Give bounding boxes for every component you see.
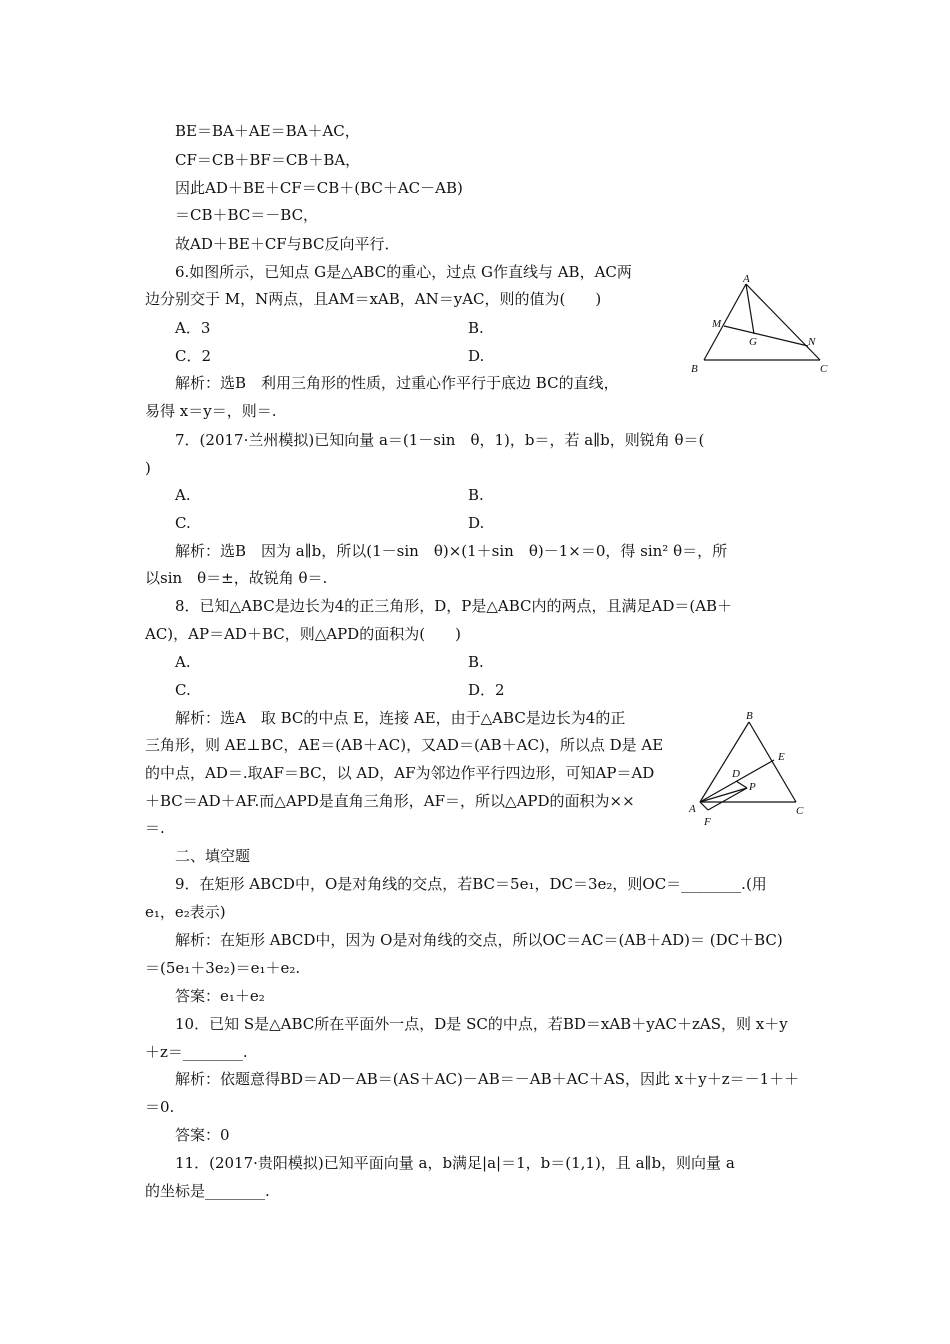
label-b: B [746, 710, 753, 722]
label-c: C [820, 363, 828, 375]
solution-text: ＋BC＝AD＋AF.而△APD是直角三角形，AF＝，所以△APD的面积为×× [145, 792, 635, 810]
label-f: F [704, 816, 711, 828]
solution-text: 的中点，AD＝.取AF＝BC，以 AD，AF为邻边作平行四边形，可知AP＝AD [145, 764, 655, 782]
solution-text: ＝(5e₁＋3e₂)＝e₁＋e₂. [145, 959, 301, 977]
option-a: A. [175, 653, 191, 671]
label-m: M [712, 318, 722, 330]
question-7-text: 7．(2017·兰州模拟)已知向量 a＝(1－sin θ，1)，b＝，若 a∥b，则锐角 θ＝( [175, 431, 705, 449]
question-11-text: 的坐标是________. [145, 1182, 270, 1200]
solution-text: 三角形，则 AE⊥BC，AE＝(AB＋AC)，又AD＝(AB＋AC)，所以点 D是 AE [145, 736, 664, 754]
label-n: N [808, 336, 816, 348]
text-line: BE＝BA＋AE＝BA＋AC， [175, 122, 360, 140]
question-6-text: 边分别交于 M，N两点，且AM＝xAB，AN＝yAC，则的值为( ) [145, 290, 602, 308]
label-e: E [778, 751, 785, 763]
text-line: 故AD＋BE＋CF与BC反向平行． [175, 235, 400, 253]
text-line: CF＝CB＋BF＝CB＋BA， [175, 151, 361, 169]
solution-text: 解析：选B 利用三角形的性质，过重心作平行于底边 BC的直线， [175, 374, 619, 392]
triangle-figure-q6 [688, 272, 838, 380]
question-9-text: e₁，e₂表示) [145, 903, 226, 921]
answer-text: 答案：e₁＋e₂ [175, 987, 265, 1005]
option-a: A．3 [175, 319, 211, 337]
solution-text: ＝. [145, 819, 165, 837]
question-8-text: 8．已知△ABC是边长为4的正三角形，D，P是△ABC内的两点，且满足AD＝(AB＋ [175, 597, 733, 615]
question-11-text: 11．(2017·贵阳模拟)已知平面向量 a，b满足|a|＝1，b＝(1,1)，且 a∥b，则向量 a [175, 1154, 735, 1172]
text-line: 因此AD＋BE＋CF＝CB＋(BC＋AC－AB) [175, 179, 463, 197]
triangle-figure-q8 [680, 708, 812, 830]
label-a: A [689, 803, 696, 815]
option-c: C. [175, 681, 191, 699]
option-d: D. [468, 347, 485, 365]
option-b: B. [468, 486, 484, 504]
question-6-text: 6.如图所示，已知点 G是△ABC的重心，过点 G作直线与 AB，AC两 [175, 263, 632, 281]
solution-text: ＝0. [145, 1098, 175, 1116]
solution-text: 解析：依题意得BD＝AD－AB＝(AS＋AC)－AB＝－AB＋AC＋AS，因此 x＋y＋z＝－1＋＋ [175, 1070, 800, 1088]
question-9-text: 9．在矩形 ABCD中，O是对角线的交点，若BC＝5e₁，DC＝3e₂，则OC＝________.(用 [175, 875, 767, 893]
option-c: C. [175, 514, 191, 532]
label-a: A [743, 273, 750, 285]
label-d: D [732, 768, 740, 780]
text-line: ＝CB＋BC＝－BC， [175, 206, 319, 224]
label-g: G [749, 336, 757, 348]
option-d: D．2 [468, 681, 505, 699]
question-8-text: AC)，AP＝AD＋BC，则△APD的面积为( ) [145, 625, 461, 643]
solution-text: 解析：选B 因为 a∥b，所以(1－sin θ)×(1＋sin θ)－1×＝0，得 sin² θ＝，所 [175, 542, 728, 560]
question-10-text: 10．已知 S是△ABC所在平面外一点，D是 SC的中点，若BD＝xAB＋yAC＋zAS，则 x＋y [175, 1015, 788, 1033]
solution-text: 易得 x＝y＝，则＝. [145, 402, 277, 420]
option-d: D. [468, 514, 485, 532]
label-p: P [749, 781, 756, 793]
solution-text: 解析：选A 取 BC的中点 E，连接 AE，由于△ABC是边长为4的正 [175, 709, 626, 727]
label-c: C [796, 805, 804, 817]
label-b: B [691, 363, 698, 375]
solution-text: 以sin θ＝±，故锐角 θ＝. [145, 569, 328, 587]
solution-text: 解析：在矩形 ABCD中，因为 O是对角线的交点，所以OC＝AC＝(AB＋AD)＝ (DC＋BC) [175, 931, 783, 949]
option-c: C．2 [175, 347, 212, 365]
option-b: B. [468, 653, 484, 671]
answer-text: 答案：0 [175, 1126, 230, 1144]
question-10-text: ＋z＝________. [145, 1043, 248, 1061]
option-a: A. [175, 486, 191, 504]
option-b: B. [468, 319, 484, 337]
question-7-text: ) [145, 459, 151, 477]
section-heading: 二、填空题 [175, 847, 251, 865]
